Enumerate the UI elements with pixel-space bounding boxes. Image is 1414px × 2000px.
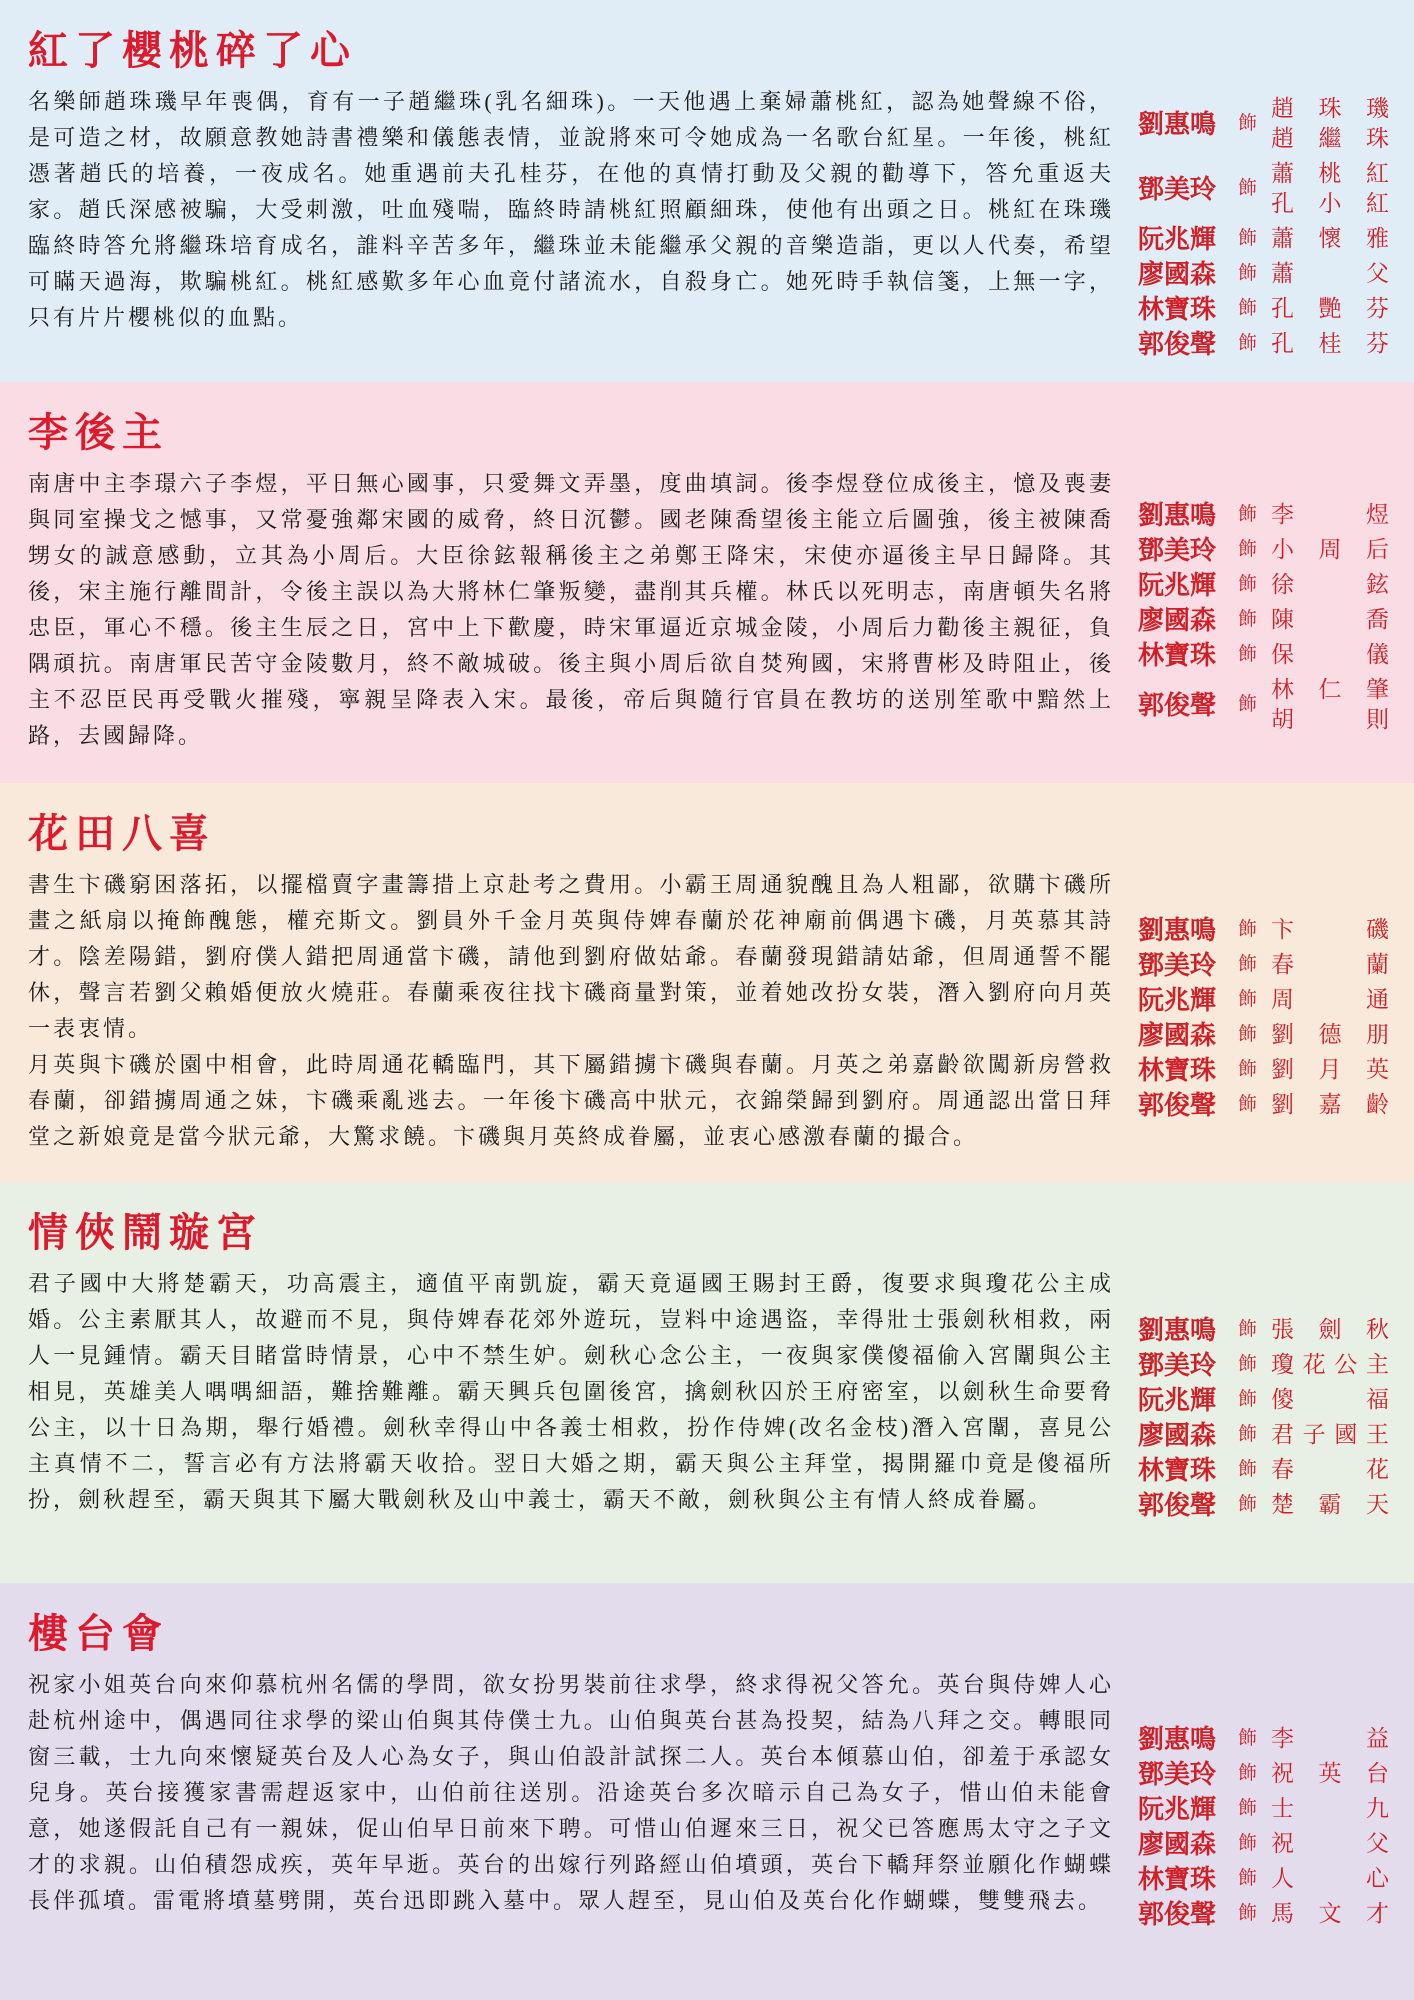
show-title: 情俠鬧璇宮	[28, 1211, 263, 1255]
cast-row	[1138, 1759, 1390, 1789]
actor-name: 阮兆輝	[1138, 223, 1217, 254]
role-line: 孔桂芬	[1271, 330, 1390, 356]
plays-label: 飾	[1238, 297, 1258, 319]
actor-name: 劉惠鳴	[1138, 1315, 1217, 1345]
role-name	[1271, 294, 1389, 324]
cast-row	[1138, 1794, 1390, 1824]
cast-row	[1138, 950, 1390, 980]
role-name	[1271, 500, 1389, 530]
role-line: 徐鉉	[1271, 572, 1390, 597]
role-name	[1271, 1455, 1389, 1485]
cast-list	[1138, 1719, 1390, 1934]
plays-label: 飾	[1238, 539, 1258, 560]
role-line: 李煜	[1271, 502, 1390, 527]
role-name	[1271, 1315, 1389, 1345]
cast-row	[1138, 915, 1390, 945]
plays-label: 飾	[1238, 1798, 1258, 1819]
section-content	[28, 466, 1390, 769]
role-line: 士九	[1271, 1796, 1390, 1821]
actor-name: 林寶珠	[1138, 1055, 1217, 1085]
role-line: 劉嘉齡	[1271, 1092, 1390, 1117]
actor-name: 廖國森	[1138, 1829, 1217, 1859]
plays-label: 飾	[1238, 1903, 1258, 1924]
role-line: 蕭桃紅	[1271, 160, 1390, 186]
role-line: 劉月英	[1271, 1057, 1390, 1082]
role-name	[1271, 1020, 1389, 1050]
role-name	[1271, 1350, 1389, 1380]
actor-name: 劉惠鳴	[1138, 915, 1217, 945]
show-title: 紅了櫻桃碎了心	[28, 29, 357, 73]
role-name	[1271, 94, 1389, 154]
plays-label: 飾	[1238, 1728, 1258, 1749]
synopsis-paragraph: 君子國中大將楚霸天，功高震主，適值平南凱旋，霸天竟逼國王賜封王爵，復要求與瓊花公主成婚。公主素厭其人，故避而不見，與侍婢春花郊外遊玩，豈料中途遇盜，幸得壯士張劍秋相救，兩人一見鍾情。霸天目睹當時情景，心中不禁生妒。劍秋心念公主，一夜與家僕傻福偷入宮闈與公主相見，英雄美人喁喁細語，難捨難離。霸天興兵包圍後宮，擒劍秋囚於王府密室，以劍秋生命要脅公主，以十日為期，舉行婚禮。劍秋幸得山中各義士相救，扮作侍婢(改名金枝)潛入宮闈，喜見公主真情不二，誓言必有方法將霸天收拾。翌日大婚之期，霸天與公主拜堂，揭開羅巾竟是傻福所扮，劍秋趕至，霸天與其下屬大戰劍秋及山中義士，霸天不敵，劍秋與公主有情人終成眷屬。	[28, 1271, 1114, 1512]
show-title: 樓台會	[28, 1612, 169, 1656]
section-content	[28, 1667, 1390, 1986]
cast-row	[1138, 1090, 1390, 1120]
actor-name: 鄧美玲	[1138, 950, 1217, 980]
synopsis-paragraph: 名樂師趙珠璣早年喪偶，育有一子趙繼珠(乳名細珠)。一天他遇上棄婦蕭桃紅，認為她聲線不俗，是可造之材，故願意教她詩書禮樂和儀態表情，並說將來可令她成為一名歌台紅星。一年後，桃紅憑著趙氏的培養，一夜成名。她重遇前夫孔桂芬，在他的真情打動及父親的勸導下，答允重返夫家。趙氏深感被騙，大受刺激，吐血殘喘，臨終時請桃紅照顧細珠，使他有出頭之日。桃紅在珠璣臨終時答允將繼珠培育成名，誰料辛苦多年，繼珠並未能繼承父親的音樂造詣，更以人代奏，希望可瞞天過海，欺騙桃紅。桃紅感歎多年心血竟付諸流水，自殺身亡。她死時手執信箋，上無一字，只有片片櫻桃似的血點。	[28, 89, 1114, 330]
cast-row	[1138, 159, 1390, 219]
actor-name: 郭俊聲	[1138, 1490, 1217, 1520]
role-name	[1271, 1490, 1389, 1520]
actor-name: 林寶珠	[1138, 293, 1217, 324]
synopsis-paragraph: 月英與卞磯於園中相會，此時周通花轎臨門，其下屬錯擄卞磯與春蘭。月英之弟嘉齡欲闖新房營救春蘭，卻錯擄周通之妹，卞磯乘亂逃去。一年後卞磯高中狀元，衣錦榮歸到劉府。周通認出當日拜堂之新娘竟是當今狀元爺，大驚求饒。卞磯與月英終成眷屬，並衷心感激春蘭的撮合。	[28, 1052, 1114, 1149]
synopsis	[28, 466, 1114, 769]
synopsis	[28, 1667, 1114, 1986]
plays-label: 飾	[1238, 1319, 1258, 1340]
actor-name: 鄧美玲	[1138, 1350, 1217, 1380]
role-line: 卞磯	[1271, 917, 1390, 942]
cast-row	[1138, 1420, 1390, 1450]
role-line: 楚霸天	[1271, 1492, 1390, 1517]
actor-name: 阮兆輝	[1138, 1794, 1217, 1824]
cast-row	[1138, 94, 1390, 154]
cast-list	[1138, 1310, 1390, 1525]
role-name	[1271, 605, 1389, 635]
actor-name: 廖國森	[1138, 1020, 1217, 1050]
actor-name: 劉惠鳴	[1138, 108, 1217, 139]
role-name	[1271, 1829, 1389, 1859]
role-name	[1271, 1090, 1389, 1120]
actor-name: 廖國森	[1138, 258, 1217, 289]
role-name	[1271, 1420, 1389, 1450]
cast-row	[1138, 1490, 1390, 1520]
role-name	[1271, 535, 1389, 565]
plays-label: 飾	[1238, 227, 1258, 249]
plays-label: 飾	[1238, 1354, 1258, 1375]
role-line: 春蘭	[1271, 952, 1390, 977]
cast-row	[1138, 1864, 1390, 1894]
plays-label: 飾	[1238, 1459, 1258, 1480]
role-line: 胡則	[1271, 707, 1390, 732]
role-name	[1271, 640, 1389, 670]
cast-row	[1138, 985, 1390, 1015]
actor-name: 郭俊聲	[1138, 690, 1217, 720]
actor-name: 郭俊聲	[1138, 1899, 1217, 1929]
role-name	[1271, 950, 1389, 980]
role-name	[1271, 985, 1389, 1015]
plays-label: 飾	[1238, 919, 1258, 940]
role-name	[1271, 1794, 1389, 1824]
cast-row	[1138, 1350, 1390, 1380]
actor-name: 鄧美玲	[1138, 535, 1217, 565]
plays-label: 飾	[1238, 1059, 1258, 1080]
cast-row	[1138, 570, 1390, 600]
plays-label: 飾	[1238, 262, 1258, 284]
actor-name: 郭俊聲	[1138, 1090, 1217, 1120]
show-section	[0, 1583, 1414, 2000]
role-name	[1271, 159, 1389, 219]
cast-row	[1138, 1385, 1390, 1415]
plays-label: 飾	[1238, 694, 1258, 715]
synopsis	[28, 84, 1114, 368]
cast-list	[1138, 495, 1390, 740]
role-name	[1271, 259, 1389, 289]
show-section	[0, 783, 1414, 1182]
cast-row	[1138, 1055, 1390, 1085]
role-line: 春花	[1271, 1457, 1390, 1482]
role-name	[1271, 329, 1389, 359]
plays-label: 飾	[1238, 112, 1258, 134]
cast-row	[1138, 329, 1390, 359]
plays-label: 飾	[1238, 1424, 1258, 1445]
actor-name: 阮兆輝	[1138, 985, 1217, 1015]
role-line: 劉德朋	[1271, 1022, 1390, 1047]
role-name	[1271, 915, 1389, 945]
role-line: 人心	[1271, 1866, 1390, 1891]
actor-name: 劉惠鳴	[1138, 500, 1217, 530]
actor-name: 阮兆輝	[1138, 1385, 1217, 1415]
cast-row	[1138, 1829, 1390, 1859]
cast-row	[1138, 1724, 1390, 1754]
plays-label: 飾	[1238, 177, 1258, 199]
plays-label: 飾	[1238, 332, 1258, 354]
role-line: 孔小紅	[1271, 190, 1390, 216]
actor-name: 廖國森	[1138, 1420, 1217, 1450]
actor-name: 阮兆輝	[1138, 570, 1217, 600]
plays-label: 飾	[1238, 644, 1258, 665]
plays-label: 飾	[1238, 989, 1258, 1010]
cast-row	[1138, 605, 1390, 635]
cast-row	[1138, 294, 1390, 324]
actor-name: 郭俊聲	[1138, 328, 1217, 359]
role-name	[1271, 224, 1389, 254]
role-line: 李益	[1271, 1726, 1390, 1751]
cast-row	[1138, 1899, 1390, 1929]
role-line: 周通	[1271, 987, 1390, 1012]
cast-row	[1138, 1020, 1390, 1050]
role-line: 馬文才	[1271, 1901, 1390, 1926]
show-title: 李後主	[28, 411, 169, 455]
role-line: 君子國王	[1271, 1422, 1390, 1447]
role-name	[1271, 570, 1389, 600]
cast-row	[1138, 675, 1390, 735]
synopsis	[28, 867, 1114, 1168]
plays-label: 飾	[1238, 1868, 1258, 1889]
cast-row	[1138, 1455, 1390, 1485]
actor-name: 林寶珠	[1138, 1864, 1217, 1894]
synopsis-paragraph: 南唐中主李璟六子李煜，平日無心國事，只愛舞文弄墨，度曲填詞。後李煜登位成後主，憶及喪妻與同室操戈之憾事，又常憂強鄰宋國的威脅，終日沉鬱。國老陳喬望後主能立后圖強，後主被陳喬甥女的誠意感動，立其為小周后。大臣徐鉉報稱後主之弟鄭王降宋，宋使亦逼後主早日歸降。其後，宋主施行離間計，令後主誤以為大將林仁肇叛變，盡削其兵權。林氏以死明志，南唐頓失名將忠臣，軍心不穩。後主生辰之日，宮中上下歡慶，時宋軍逼近京城金陵，小周后力勸後主親征，負隅頑抗。南唐軍民苦守金陵數月，終不敵城破。後主與小周后欲自焚殉國，宋將曹彬及時阻止，後主不忍臣民再受戰火摧殘，寧親呈降表入宋。最後，帝后與隨行官員在教坊的送別笙歌中黯然上路，去國歸降。	[28, 471, 1114, 748]
role-line: 林仁肇	[1271, 677, 1390, 702]
section-content	[28, 84, 1390, 368]
role-line: 趙珠璣	[1271, 95, 1390, 121]
role-name	[1271, 675, 1389, 735]
role-line: 傻福	[1271, 1387, 1390, 1412]
role-line: 祝父	[1271, 1831, 1390, 1856]
role-line: 祝英台	[1271, 1761, 1390, 1786]
role-line: 小周后	[1271, 537, 1390, 562]
show-section	[0, 382, 1414, 783]
actor-name: 鄧美玲	[1138, 173, 1217, 204]
role-line: 蕭懷雅	[1271, 225, 1390, 251]
plays-label: 飾	[1238, 1763, 1258, 1784]
plays-label: 飾	[1238, 1024, 1258, 1045]
cast-row	[1138, 640, 1390, 670]
actor-name: 林寶珠	[1138, 640, 1217, 670]
cast-row	[1138, 224, 1390, 254]
plays-label: 飾	[1238, 1494, 1258, 1515]
plays-label: 飾	[1238, 609, 1258, 630]
section-content	[28, 867, 1390, 1168]
synopsis-paragraph: 書生卞磯窮困落拓，以擺檔賣字畫籌措上京赴考之費用。小霸王周通貌醜且為人粗鄙，欲購卞磯所畫之紙扇以掩飾醜態，權充斯文。劉員外千金月英與侍婢春蘭於花神廟前偶遇卞磯，月英慕其詩才。陰差陽錯，劉府僕人錯把周通當卞磯，請他到劉府做姑爺。春蘭發現錯請姑爺，但周通誓不罷休，聲言若劉父賴婚便放火燒莊。春蘭乘夜往找卞磯商量對策，並着她改扮女裝，潛入劉府向月英一表衷情。	[28, 872, 1114, 1041]
show-section	[0, 1182, 1414, 1583]
role-name	[1271, 1385, 1389, 1415]
plays-label: 飾	[1238, 574, 1258, 595]
plays-label: 飾	[1238, 1833, 1258, 1854]
synopsis-paragraph: 祝家小姐英台向來仰慕杭州名儒的學問，欲女扮男裝前往求學，終求得祝父答允。英台與侍婢人心赴杭州途中，偶遇同往求學的梁山伯與其侍僕士九。山伯與英台甚為投契，結為八拜之交。轉眼同窗三載，士九向來懷疑英台及人心為女子，與山伯設計試探二人。英台本傾慕山伯，卻羞于承認女兒身。英台接獲家書需趕返家中，山伯前往送別。沿途英台多次暗示自己為女子，惜山伯未能會意，她遂假託自己有一親妹，促山伯早日前來下聘。可惜山伯遲來三日，祝父已答應馬太守之子文才的求親。山伯積怨成疾，英年早逝。英台的出嫁行列路經山伯墳頭，英台下轎拜祭並願化作蝴蝶長伴孤墳。雷電將墳墓劈開，英台迅即跳入墓中。眾人趕至，見山伯及英台化作蝴蝶，雙雙飛去。	[28, 1672, 1114, 1913]
role-line: 孔艷芬	[1271, 295, 1390, 321]
cast-list	[1138, 910, 1390, 1125]
cast-row	[1138, 535, 1390, 565]
plays-label: 飾	[1238, 504, 1258, 525]
show-section	[0, 0, 1414, 382]
section-content	[28, 1266, 1390, 1569]
role-name	[1271, 1899, 1389, 1929]
cast-row	[1138, 259, 1390, 289]
cast-row	[1138, 1315, 1390, 1345]
synopsis	[28, 1266, 1114, 1569]
plays-label: 飾	[1238, 1094, 1258, 1115]
plays-label: 飾	[1238, 1389, 1258, 1410]
actor-name: 廖國森	[1138, 605, 1217, 635]
role-line: 張劍秋	[1271, 1317, 1390, 1342]
role-line: 保儀	[1271, 642, 1390, 667]
role-name	[1271, 1055, 1389, 1085]
plays-label: 飾	[1238, 954, 1258, 975]
actor-name: 林寶珠	[1138, 1455, 1217, 1485]
actor-name: 鄧美玲	[1138, 1759, 1217, 1789]
cast-list	[1138, 89, 1390, 364]
role-line: 陳喬	[1271, 607, 1390, 632]
cast-row	[1138, 500, 1390, 530]
role-line: 瓊花公主	[1271, 1352, 1390, 1377]
show-title: 花田八喜	[28, 812, 216, 856]
role-name	[1271, 1864, 1389, 1894]
role-name	[1271, 1724, 1389, 1754]
role-line: 趙繼珠	[1271, 125, 1390, 151]
role-name	[1271, 1759, 1389, 1789]
role-line: 蕭父	[1271, 260, 1390, 286]
actor-name: 劉惠鳴	[1138, 1724, 1217, 1754]
